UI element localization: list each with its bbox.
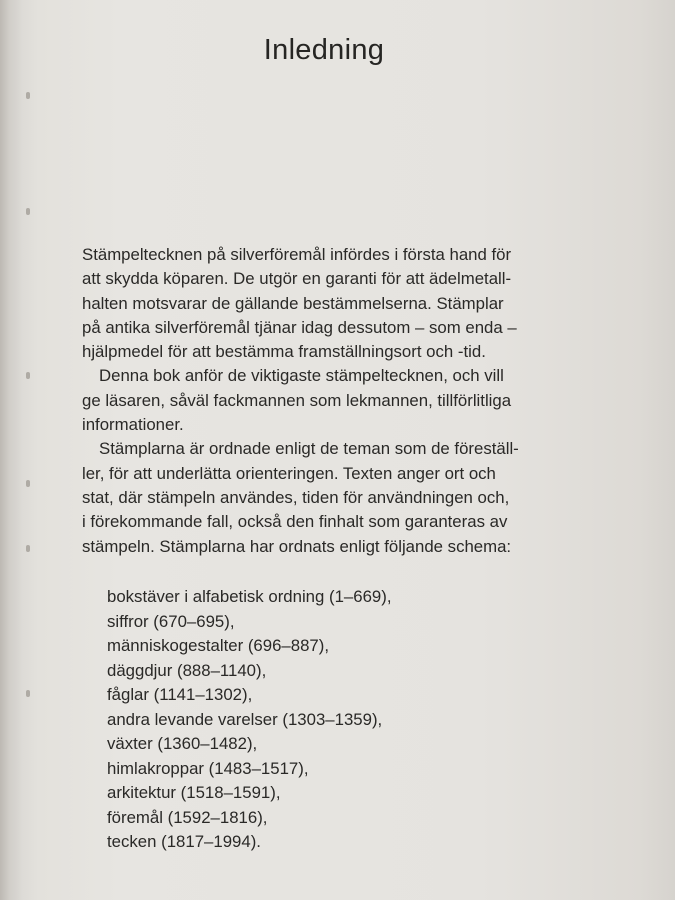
body-text: [82, 243, 622, 559]
text-line: stat, där stämpeln användes, tiden för användningen och,: [82, 487, 510, 507]
list-item: fåglar (1141–1302),: [107, 685, 253, 704]
margin-mark: [26, 545, 30, 552]
list-item: arkitektur (1518–1591),: [107, 783, 281, 802]
list-item: siffror (670–695),: [107, 611, 235, 631]
text-line: Stämpeltecknen på silverföremål infördes i första hand för: [82, 245, 512, 264]
list-item: växter (1360–1482),: [107, 734, 258, 753]
schema-list: [107, 585, 567, 855]
margin-mark: [26, 92, 30, 99]
page-title: Inledning: [263, 34, 385, 66]
text-line: stämpeln. Stämplarna har ordnats enligt följande schema:: [82, 536, 512, 556]
list-item: tecken (1817–1994).: [107, 832, 261, 851]
margin-mark: [26, 690, 30, 697]
margin-mark: [26, 208, 30, 215]
text-line: halten motsvarar de gällande bestämmelserna. Stämplar: [82, 293, 504, 313]
text-line: ler, för att underlätta orienteringen. Texten anger ort och: [82, 463, 496, 483]
list-item: himlakroppar (1483–1517),: [107, 758, 309, 778]
text-line: ge läsaren, såväl fackmannen som lekmannen, tillförlitliga: [82, 390, 512, 410]
text-line: hjälpmedel för att bestämma framställningsort och -tid.: [82, 342, 486, 362]
text-line: på antika silverföremål tjänar idag dessutom – som enda –: [82, 317, 517, 337]
list-item: bokstäver i alfabetisk ordning (1–669),: [107, 587, 392, 606]
list-item: föremål (1592–1816),: [107, 807, 268, 827]
text-line: Stämplarna är ordnade enligt de teman som de föreställ-: [99, 439, 519, 459]
text-line: i förekommande fall, också den finhalt som garanteras av: [82, 512, 508, 532]
paragraph: [82, 243, 622, 364]
text-line: informationer.: [82, 415, 184, 435]
text-line: Denna bok anför de viktigaste stämpeltecknen, och vill: [99, 366, 504, 386]
list-item: människogestalter (696–887),: [107, 636, 330, 655]
paragraph: [82, 437, 622, 558]
paragraph: [82, 364, 622, 437]
margin-mark: [26, 372, 30, 379]
page-gutter: [0, 0, 22, 900]
text-line: att skydda köparen. De utgör en garanti för att ädelmetall-: [82, 269, 512, 289]
margin-mark: [26, 480, 30, 487]
list-item: däggdjur (888–1140),: [107, 660, 267, 680]
list-item: andra levande varelser (1303–1359),: [107, 709, 383, 729]
